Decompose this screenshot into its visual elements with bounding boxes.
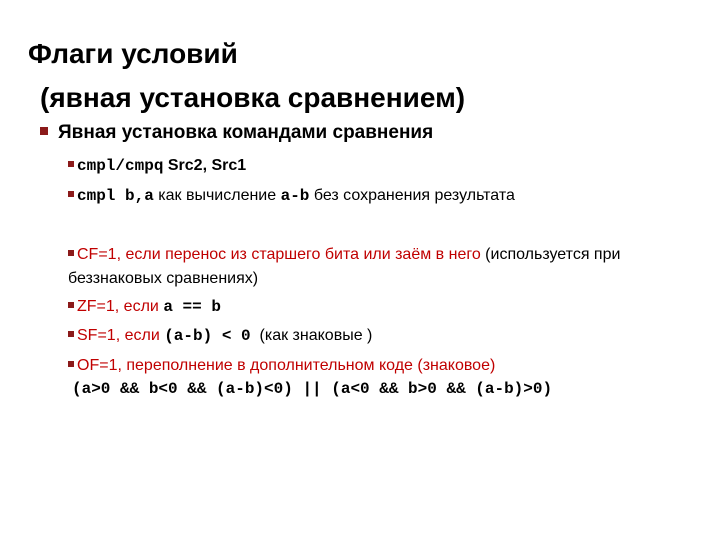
sf-note: (как знаковые )	[259, 327, 373, 344]
of-description: OF=1, переполнение в дополнительном коде (знаковое)	[77, 357, 496, 374]
square-bullet-icon	[68, 331, 74, 337]
square-bullet-icon	[68, 361, 74, 367]
slide-title	[28, 32, 465, 120]
square-bullet-icon	[68, 250, 74, 256]
zf-code: a == b	[163, 298, 221, 316]
sf-description: SF=1, если	[77, 327, 160, 344]
square-bullet-icon	[40, 127, 48, 135]
cmpl-text-1: как вычисление	[158, 187, 277, 204]
sub-item-sf	[68, 327, 372, 345]
sub-item-of	[68, 357, 495, 375]
cf-description: CF=1, если перенос из старшего бита или заём в него	[77, 246, 481, 263]
main-bullet-label: Явная установка командами сравнения	[58, 122, 434, 143]
square-bullet-icon	[68, 191, 74, 197]
cmpl-code: cmpl b,a	[77, 187, 154, 205]
sub-item-cmpl	[68, 187, 515, 205]
title-line-1: Флаги условий	[28, 38, 238, 69]
title-line-2: (явная установка сравнением)	[40, 82, 466, 113]
main-bullet	[40, 122, 433, 144]
cmpl-text-2: без сохранения результата	[313, 187, 515, 204]
square-bullet-icon	[68, 302, 74, 308]
zf-description: ZF=1, если	[77, 298, 159, 315]
cmp-mnemonic: cmpl/cmpq	[77, 157, 164, 175]
sub-item-zf	[68, 298, 221, 316]
sf-code: (a-b) < 0	[164, 327, 251, 345]
sub-item-cmp	[68, 157, 246, 175]
cmp-args: Src2, Src1	[167, 157, 247, 174]
of-formula: (a>0 && b<0 && (a-b)<0) || (a<0 && b>0 && (a-b)>0)	[72, 380, 553, 398]
sub-item-cf	[68, 243, 708, 291]
cf-note: (используется при беззнаковых сравнениях)	[68, 246, 621, 287]
cmpl-code-2: a-b	[280, 187, 310, 205]
square-bullet-icon	[68, 161, 74, 167]
